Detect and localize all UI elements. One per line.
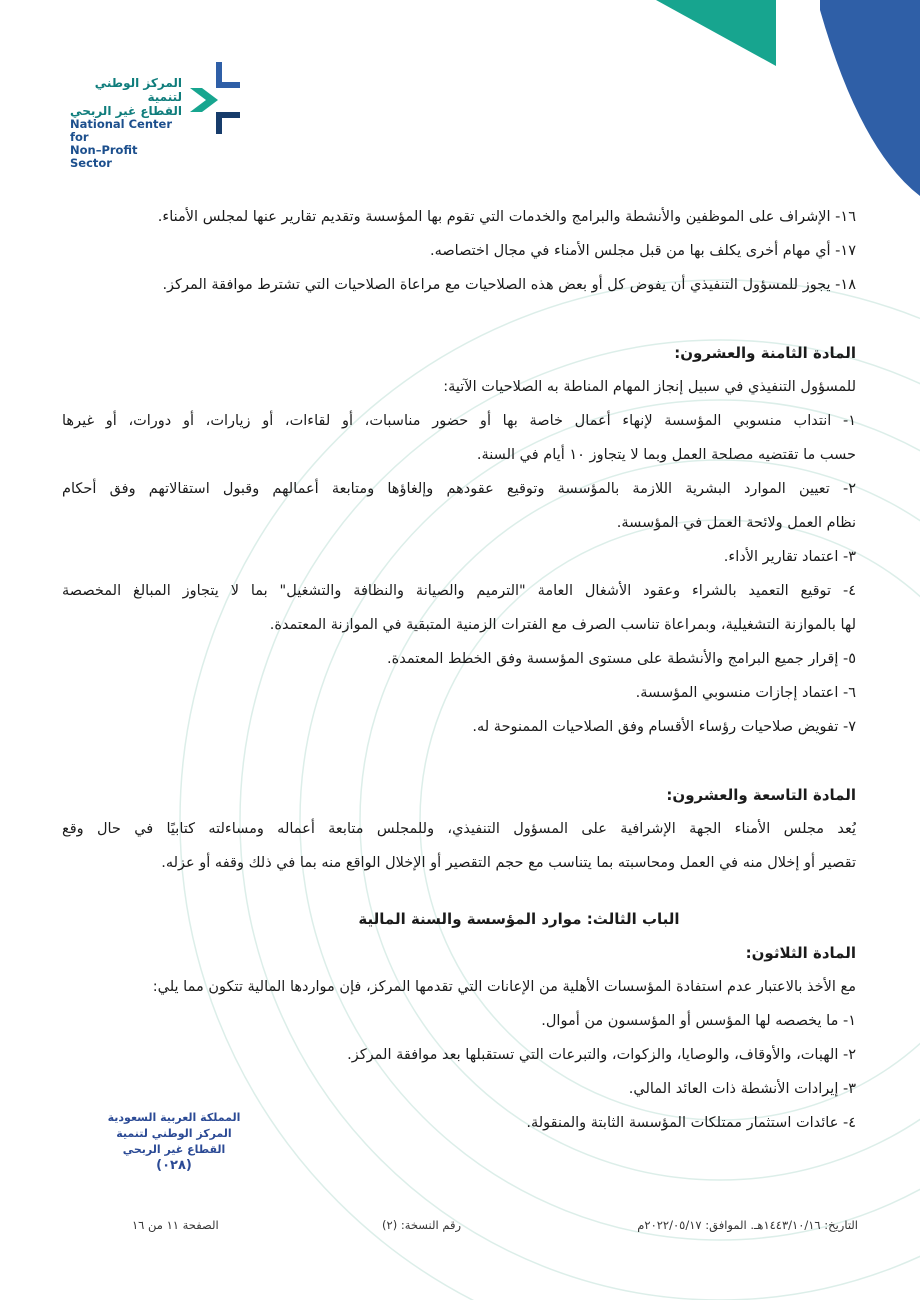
article-30-title: المادة الثلاثون:	[745, 944, 856, 962]
article-28-item1-line1: ١- انتداب منسوبي المؤسسة لإنهاء أعمال خاصة بها أو حضور مناسبات، أو لقاءات، أو زيارات، أو دورات، أو غيرها	[62, 413, 856, 429]
logo-text	[70, 76, 182, 170]
article-28-item6: ٦- اعتماد إجازات منسوبي المؤسسة.	[635, 685, 856, 701]
article-28-item2-line2: نظام العمل ولائحة العمل في المؤسسة.	[616, 515, 856, 531]
official-stamp	[104, 1110, 244, 1174]
document-body	[62, 200, 856, 1140]
corner-teal-triangle	[656, 0, 776, 70]
footer-date: التاريخ: ١٤٤٣/١٠/١٦هـ. الموافق: ٢٠٢٢/٠٥/١٧م	[637, 1218, 858, 1232]
article-30-item4: ٤- عائدات استثمار ممتلكات المؤسسة الثابتة والمنقولة.	[526, 1115, 856, 1131]
article-30-item1: ١- ما يخصصه لها المؤسس أو المؤسسون من أموال.	[541, 1013, 856, 1029]
article-29-line1: يُعد مجلس الأمناء الجهة الإشرافية على المسؤول التنفيذي، وللمجلس متابعة أعماله ومساءلته كتابيًا في حال وقع	[62, 821, 856, 837]
article-28-item4-line1: ٤- توقيع التعميد بالشراء وعقود الأشغال العامة "الترميم والصيانة والنظافة والتشغيل" بما لا يتجاوز المبالغ المخصصة	[62, 583, 856, 599]
article-30-intro: مع الأخذ بالاعتبار عدم استفادة المؤسسات الأهلية من الإعانات التي تقدمها المركز، فإن مواردها المالية تتكون مما يلي:	[152, 979, 856, 995]
stamp-line3: القطاع غير الربحي	[122, 1143, 226, 1156]
article-28-item4-line2: لها بالموازنة التشغيلية، وبمراعاة تناسب الصرف مع الفترات الزمنية المتبقية في الموازنة المعتمدة.	[269, 617, 856, 633]
article-29-line2: تقصير أو إخلال منه في العمل ومحاسبته بما يتناسب مع حجم التقصير أو الإخلال الواقع منه بما في ذلك وقفه أو عزله.	[161, 855, 856, 871]
footer-page-number: الصفحة ١١ من ١٦	[132, 1218, 219, 1232]
logo-arabic-line1: المركز الوطني لتنمية	[94, 76, 182, 104]
article-28-item2-line1: ٢- تعيين الموارد البشرية اللازمة بالمؤسسة وتوقيع عقودهم وإلغاؤها ومتابعة أعمالهم وقبول استقالاتهم وفق أحكام	[62, 481, 856, 497]
clause-18: ١٨- يجوز للمسؤول التنفيذي أن يفوض كل أو بعض هذه الصلاحيات مع مراعاة الصلاحيات التي تشترط موافقة المركز.	[162, 277, 856, 293]
article-28-intro: للمسؤول التنفيذي في سبيل إنجاز المهام المناطة به الصلاحيات الآتية:	[443, 379, 856, 395]
chapter-3-heading: الباب الثالث: موارد المؤسسة والسنة المالية	[358, 910, 680, 928]
article-29-title: المادة التاسعة والعشرون:	[666, 786, 856, 804]
ncnp-logo	[68, 58, 248, 170]
logo-english-line1: National Center for	[70, 117, 173, 144]
logo-english-line2: Non–Profit Sector	[70, 143, 138, 170]
stamp-number: (٠٢٨)	[156, 1158, 192, 1173]
article-28-item5: ٥- إقرار جميع البرامج والأنشطة على مستوى المؤسسة وفق الخطط المعتمدة.	[387, 651, 856, 667]
clause-16: ١٦- الإشراف على الموظفين والأنشطة والبرامج والخدمات التي تقوم بها المؤسسة وتقديم تقارير عنها لمجلس الأمناء.	[157, 209, 856, 225]
footer-copy-number: رقم النسخة: (٢)	[382, 1218, 462, 1232]
logo-arabic-line2: القطاع غير الربحي	[70, 104, 182, 118]
ncnp-chevron-logo-icon	[188, 60, 242, 136]
article-28-item1-line2: حسب ما تقتضيه مصلحة العمل وبما لا يتجاوز ١٠ أيام في السنة.	[476, 447, 856, 463]
clause-17: ١٧- أي مهام أخرى يكلف بها من قبل مجلس الأمناء في مجال اختصاصه.	[429, 243, 856, 259]
corner-blue-shape	[820, 0, 920, 200]
stamp-line2: المركز الوطني لتنمية	[116, 1127, 232, 1140]
article-28-title: المادة الثامنة والعشرون:	[674, 344, 856, 362]
article-30-item2: ٢- الهبات، والأوقاف، والوصايا، والزكوات، والتبرعات التي تستقبلها بعد موافقة المركز.	[347, 1047, 856, 1063]
stamp-line1: المملكة العربية السعودية	[107, 1111, 241, 1124]
article-28-item7: ٧- تفويض صلاحيات رؤساء الأقسام وفق الصلاحيات الممنوحة له.	[472, 719, 856, 735]
article-28-item3: ٣- اعتماد تقارير الأداء.	[723, 549, 856, 565]
article-30-item3: ٣- إيرادات الأنشطة ذات العائد المالي.	[628, 1081, 856, 1097]
